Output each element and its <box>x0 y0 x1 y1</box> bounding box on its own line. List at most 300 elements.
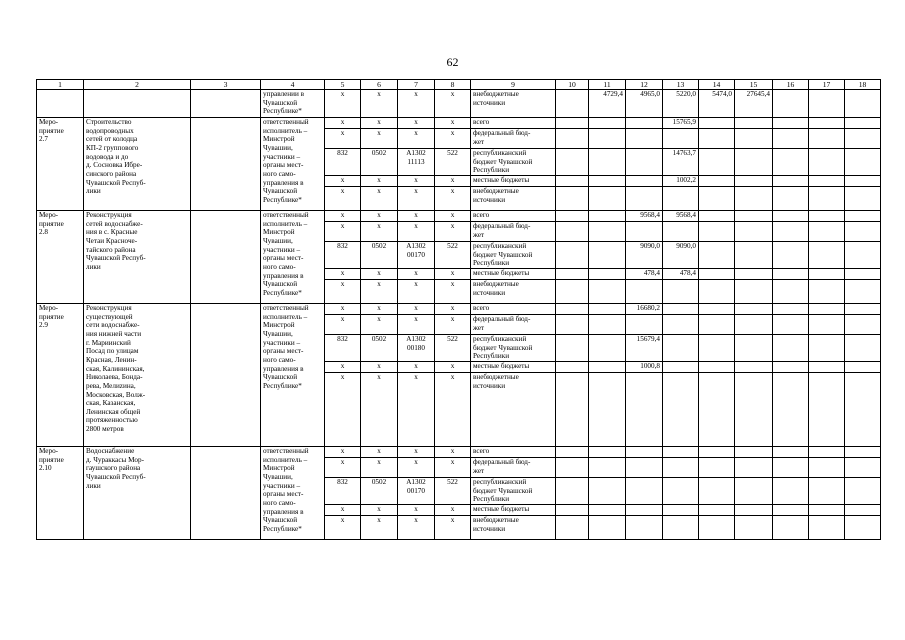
table-cell <box>845 129 881 149</box>
table-cell: x <box>361 315 398 335</box>
table-cell: 522 <box>435 242 471 269</box>
table-cell <box>699 118 735 129</box>
table-cell: x <box>435 176 471 187</box>
table-cell <box>773 176 809 187</box>
table-cell: x <box>435 129 471 149</box>
table-cell <box>699 315 735 335</box>
table-cell: x <box>435 269 471 280</box>
table-cell <box>37 90 84 118</box>
table-cell: x <box>398 447 435 458</box>
table-cell: 0502 <box>361 242 398 269</box>
activity-name: Реконструкция сетей водоснабже- ния в с. Красные Четаи Красночe- тайского района Чувашской Респуб- лики <box>84 211 191 304</box>
table-cell <box>699 280 735 304</box>
activity-number: Меро- приятие 2.10 <box>37 447 84 540</box>
source-cell: федеральный бюд- жет <box>471 458 556 478</box>
table-cell <box>626 516 663 540</box>
table-cell: 0502 <box>361 478 398 505</box>
table-cell: 9090,0 <box>663 242 699 269</box>
source-cell: республиканский бюджет Чувашской Республики <box>471 242 556 269</box>
table-cell: x <box>435 362 471 373</box>
table-cell <box>735 176 773 187</box>
table-cell: x <box>325 447 361 458</box>
table-cell <box>773 447 809 458</box>
executor-cell: ответственный исполнитель – Минстрой Чувашии, участники – органы мест- ного само- управления в Чувашской Республике* <box>261 304 325 447</box>
column-header: 14 <box>699 80 735 90</box>
table-cell <box>589 176 626 187</box>
table-cell: 1000,8 <box>626 362 663 373</box>
source-cell: федеральный бюд- жет <box>471 222 556 242</box>
table-cell: 832 <box>325 149 361 176</box>
table-cell <box>845 242 881 269</box>
source-cell: внебюджетные источники <box>471 187 556 211</box>
table-cell: x <box>435 187 471 211</box>
column-header: 17 <box>809 80 845 90</box>
table-cell: x <box>325 90 361 118</box>
table-cell <box>589 362 626 373</box>
table-cell <box>663 335 699 362</box>
source-cell: местные бюджеты <box>471 176 556 187</box>
table-cell <box>845 211 881 222</box>
table-cell <box>735 242 773 269</box>
table-cell: 4965,0 <box>626 90 663 118</box>
table-cell <box>589 478 626 505</box>
table-row <box>37 118 881 129</box>
table-cell <box>556 335 589 362</box>
activity-name: Водоснабжение д. Чураккасы Мор- гаушского района Чувашской Респуб- лики <box>84 447 191 540</box>
table-cell: x <box>398 458 435 478</box>
table-cell <box>773 187 809 211</box>
source-cell: местные бюджеты <box>471 269 556 280</box>
table-cell <box>773 478 809 505</box>
column-header: 10 <box>556 80 589 90</box>
table-cell <box>589 269 626 280</box>
table-cell <box>191 304 261 447</box>
table-cell <box>699 505 735 516</box>
column-header: 4 <box>261 80 325 90</box>
table-cell <box>84 90 191 118</box>
table-cell <box>663 505 699 516</box>
table-cell <box>589 242 626 269</box>
column-header: 3 <box>191 80 261 90</box>
table-cell <box>626 129 663 149</box>
table-cell <box>191 90 261 118</box>
table-cell <box>845 187 881 211</box>
table-cell <box>809 187 845 211</box>
table-cell <box>663 187 699 211</box>
table-cell <box>809 90 845 118</box>
table-cell <box>735 335 773 362</box>
table-cell: x <box>435 458 471 478</box>
table-cell <box>589 458 626 478</box>
table-cell: x <box>361 280 398 304</box>
table-cell <box>626 280 663 304</box>
table-cell <box>191 211 261 304</box>
executor-cell: управлении в Чувашской Республике* <box>261 90 325 118</box>
table-cell <box>556 505 589 516</box>
table-cell <box>845 458 881 478</box>
table-cell <box>191 118 261 211</box>
table-cell: x <box>325 280 361 304</box>
table-cell <box>699 335 735 362</box>
table-cell <box>735 129 773 149</box>
table-cell: x <box>325 458 361 478</box>
table-cell: x <box>398 315 435 335</box>
table-cell <box>589 149 626 176</box>
column-header: 6 <box>361 80 398 90</box>
table-cell <box>663 222 699 242</box>
table-cell <box>626 187 663 211</box>
table-cell: x <box>325 304 361 315</box>
table-cell <box>589 222 626 242</box>
table-cell: x <box>325 315 361 335</box>
table-cell <box>589 187 626 211</box>
table-cell <box>809 447 845 458</box>
table-cell: x <box>361 505 398 516</box>
column-header: 2 <box>84 80 191 90</box>
table-cell <box>809 149 845 176</box>
table-cell: x <box>361 90 398 118</box>
table-cell: А1302 00180 <box>398 335 435 362</box>
table-cell <box>735 304 773 315</box>
table-cell <box>809 458 845 478</box>
source-cell: всего <box>471 447 556 458</box>
table-cell: x <box>435 447 471 458</box>
table-cell: x <box>361 458 398 478</box>
activity-number: Меро- приятие 2.7 <box>37 118 84 211</box>
table-cell <box>809 315 845 335</box>
table-cell <box>556 176 589 187</box>
table-cell: x <box>435 373 471 447</box>
table-cell <box>735 280 773 304</box>
table-cell: x <box>361 176 398 187</box>
table-cell <box>589 505 626 516</box>
table-cell <box>735 362 773 373</box>
table-cell: x <box>398 505 435 516</box>
table-cell: 5474,0 <box>699 90 735 118</box>
table-cell <box>735 516 773 540</box>
table-cell <box>735 149 773 176</box>
table-cell <box>556 242 589 269</box>
table-cell: 14763,7 <box>663 149 699 176</box>
table-cell <box>699 187 735 211</box>
table-cell <box>556 222 589 242</box>
table-cell <box>663 458 699 478</box>
column-header: 18 <box>845 80 881 90</box>
table-row <box>37 447 881 458</box>
source-cell: республиканский бюджет Чувашской Республики <box>471 335 556 362</box>
table-cell <box>845 516 881 540</box>
table-cell <box>699 362 735 373</box>
table-cell <box>773 505 809 516</box>
column-header: 8 <box>435 80 471 90</box>
table-cell <box>773 222 809 242</box>
table-cell <box>809 176 845 187</box>
table-cell: x <box>325 362 361 373</box>
budget-table <box>36 79 881 540</box>
table-cell: 522 <box>435 478 471 505</box>
table-cell <box>556 211 589 222</box>
table-cell <box>809 304 845 315</box>
source-cell: местные бюджеты <box>471 505 556 516</box>
table-cell <box>809 505 845 516</box>
table-cell <box>699 447 735 458</box>
table-cell: x <box>325 516 361 540</box>
table-cell <box>556 304 589 315</box>
table-cell <box>626 373 663 447</box>
table-cell <box>556 447 589 458</box>
table-cell <box>845 149 881 176</box>
table-cell <box>556 315 589 335</box>
table-cell <box>809 118 845 129</box>
table-cell <box>809 516 845 540</box>
table-cell: 0502 <box>361 149 398 176</box>
table-cell <box>556 478 589 505</box>
table-cell <box>589 335 626 362</box>
column-header: 1 <box>37 80 84 90</box>
table-cell: x <box>435 118 471 129</box>
table-cell <box>556 458 589 478</box>
table-cell <box>556 516 589 540</box>
table-cell <box>699 149 735 176</box>
table-cell <box>773 242 809 269</box>
table-cell: x <box>398 269 435 280</box>
table-cell <box>809 280 845 304</box>
table-cell: x <box>398 187 435 211</box>
table-cell: x <box>325 129 361 149</box>
source-cell: внебюджетные источники <box>471 280 556 304</box>
table-cell <box>589 280 626 304</box>
table-cell: 27645,4 <box>735 90 773 118</box>
table-cell: x <box>361 129 398 149</box>
table-cell <box>845 505 881 516</box>
table-cell <box>699 373 735 447</box>
table-cell: x <box>435 505 471 516</box>
table-cell <box>699 176 735 187</box>
table-cell <box>845 222 881 242</box>
table-cell: x <box>435 211 471 222</box>
table-cell <box>699 242 735 269</box>
table-cell <box>735 315 773 335</box>
table-cell: 478,4 <box>626 269 663 280</box>
table-cell: x <box>398 516 435 540</box>
table-cell <box>845 478 881 505</box>
table-cell: 5220,0 <box>663 90 699 118</box>
table-cell: x <box>398 304 435 315</box>
table-cell <box>845 373 881 447</box>
table-cell <box>845 315 881 335</box>
table-cell: x <box>435 516 471 540</box>
column-header: 12 <box>626 80 663 90</box>
column-header: 7 <box>398 80 435 90</box>
column-header: 9 <box>471 80 556 90</box>
table-cell <box>699 478 735 505</box>
table-cell <box>809 335 845 362</box>
table-cell: x <box>361 373 398 447</box>
table-cell <box>773 516 809 540</box>
table-cell: x <box>398 90 435 118</box>
table-cell <box>663 478 699 505</box>
table-cell: 522 <box>435 335 471 362</box>
table-cell <box>845 304 881 315</box>
table-cell <box>845 269 881 280</box>
table-cell <box>191 447 261 540</box>
activity-number: Меро- приятие 2.8 <box>37 211 84 304</box>
table-cell <box>626 478 663 505</box>
table-cell <box>663 447 699 458</box>
table-cell <box>845 280 881 304</box>
table-cell <box>773 315 809 335</box>
table-cell <box>845 362 881 373</box>
column-header: 11 <box>589 80 626 90</box>
table-cell <box>735 187 773 211</box>
table-cell <box>556 90 589 118</box>
table-cell <box>556 187 589 211</box>
table-cell <box>773 149 809 176</box>
table-cell: x <box>435 315 471 335</box>
column-header: 16 <box>773 80 809 90</box>
activity-name: Реконструкция существующей сети водоснабже- ния нижней части г. Мариинский Посад по улицам Красная, Ленин- ская, Калининская, Николаева, Бонда- рева, Мелиzина, Московская, Волж- ская, Казанская, Ленинская общей протяженностью 2800 метров <box>84 304 191 447</box>
table-cell <box>556 118 589 129</box>
table-cell: 9090,0 <box>626 242 663 269</box>
table-cell <box>735 505 773 516</box>
table-cell <box>589 315 626 335</box>
table-cell <box>773 373 809 447</box>
table-cell <box>699 211 735 222</box>
table-cell <box>663 362 699 373</box>
source-cell: всего <box>471 118 556 129</box>
table-cell: x <box>398 280 435 304</box>
table-cell: x <box>398 373 435 447</box>
table-cell <box>663 516 699 540</box>
table-cell: 9568,4 <box>663 211 699 222</box>
table-cell: 0502 <box>361 335 398 362</box>
table-cell <box>626 222 663 242</box>
activity-name: Строительство водопроводных сетей от колодца КП-2 группового водовода и до д. Сосновка Ибре- синского района Чувашской Респуб- лики <box>84 118 191 211</box>
table-cell <box>735 211 773 222</box>
table-cell <box>773 118 809 129</box>
table-cell <box>556 269 589 280</box>
table-cell: x <box>325 373 361 447</box>
table-cell: x <box>361 211 398 222</box>
source-cell: местные бюджеты <box>471 362 556 373</box>
source-cell: внебюджетные источники <box>471 373 556 447</box>
table-cell <box>663 315 699 335</box>
page-number: 62 <box>446 55 459 69</box>
table-cell <box>809 211 845 222</box>
table-cell <box>556 373 589 447</box>
table-cell <box>773 269 809 280</box>
table-cell <box>773 280 809 304</box>
table-cell <box>845 447 881 458</box>
table-cell <box>626 315 663 335</box>
table-cell <box>663 373 699 447</box>
table-cell: x <box>361 187 398 211</box>
table-cell: x <box>361 222 398 242</box>
table-cell <box>773 90 809 118</box>
table-cell <box>735 222 773 242</box>
source-cell: всего <box>471 211 556 222</box>
table-cell: x <box>361 118 398 129</box>
table-cell: А1302 00170 <box>398 242 435 269</box>
column-header: 13 <box>663 80 699 90</box>
table-cell <box>663 129 699 149</box>
source-cell: республиканский бюджет Чувашской Республики <box>471 149 556 176</box>
table-cell <box>735 447 773 458</box>
table-cell: x <box>361 304 398 315</box>
table-cell <box>556 280 589 304</box>
table-cell: x <box>398 118 435 129</box>
table-cell <box>773 211 809 222</box>
table-cell <box>773 304 809 315</box>
table-cell <box>845 176 881 187</box>
table-cell <box>845 335 881 362</box>
activity-number: Меро- приятие 2.9 <box>37 304 84 447</box>
table-cell <box>809 373 845 447</box>
table-cell: x <box>398 222 435 242</box>
table-cell <box>589 373 626 447</box>
table-cell: x <box>398 176 435 187</box>
table-cell: 15765,9 <box>663 118 699 129</box>
table-cell: x <box>398 362 435 373</box>
source-cell: всего <box>471 304 556 315</box>
table-cell: 15679,4 <box>626 335 663 362</box>
table-cell <box>626 447 663 458</box>
table-cell <box>773 129 809 149</box>
source-cell: федеральный бюд- жет <box>471 315 556 335</box>
table-cell <box>626 458 663 478</box>
table-cell <box>626 149 663 176</box>
table-cell: А1302 11113 <box>398 149 435 176</box>
table-cell <box>663 304 699 315</box>
table-cell <box>845 118 881 129</box>
executor-cell: ответственный исполнитель – Минстрой Чувашии, участники – органы мест- ного само- управления в Чувашской Республике* <box>261 447 325 540</box>
table-cell <box>663 280 699 304</box>
table-cell <box>556 129 589 149</box>
table-cell <box>626 176 663 187</box>
source-cell: внебюджетные источники <box>471 90 556 118</box>
table-cell <box>699 129 735 149</box>
table-cell <box>626 118 663 129</box>
table-cell <box>773 458 809 478</box>
table-cell: x <box>398 211 435 222</box>
table-cell: x <box>325 118 361 129</box>
table-cell: 9568,4 <box>626 211 663 222</box>
table-cell <box>809 129 845 149</box>
table-cell <box>699 516 735 540</box>
table-row <box>37 211 881 222</box>
table-cell <box>735 373 773 447</box>
table-cell: x <box>325 269 361 280</box>
table-cell: x <box>325 187 361 211</box>
table-cell: x <box>325 176 361 187</box>
table-cell <box>809 222 845 242</box>
table-row <box>37 90 881 118</box>
table-cell: 4729,4 <box>589 90 626 118</box>
table-cell <box>556 149 589 176</box>
table-header-row <box>37 80 881 90</box>
table-cell <box>589 129 626 149</box>
table-cell: 832 <box>325 335 361 362</box>
table-cell: x <box>325 222 361 242</box>
table-cell <box>735 118 773 129</box>
table-cell: x <box>361 362 398 373</box>
source-cell: внебюджетные источники <box>471 516 556 540</box>
table-cell <box>589 304 626 315</box>
table-cell: 16680,2 <box>626 304 663 315</box>
table-cell <box>699 304 735 315</box>
table-cell <box>589 118 626 129</box>
table-cell <box>773 335 809 362</box>
